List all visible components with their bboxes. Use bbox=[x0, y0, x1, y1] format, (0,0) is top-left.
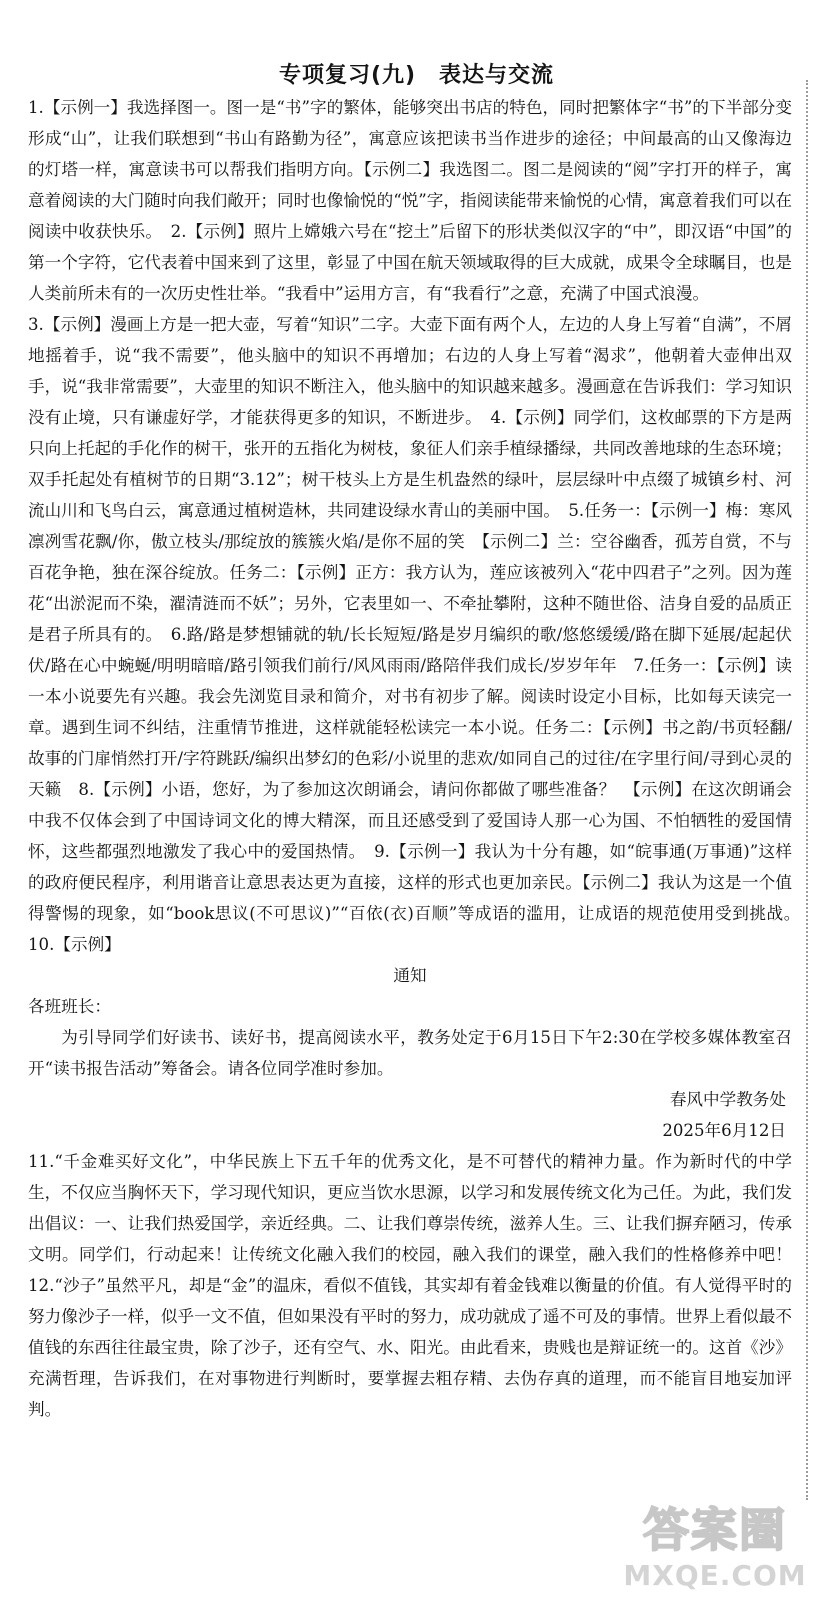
watermark-url: MXQE.COM bbox=[623, 1559, 807, 1592]
notice-signature: 春风中学教务处 bbox=[669, 1090, 786, 1109]
notice-body: 为引导同学们好读书、读好书，提高阅读水平，教务处定于6月15日下午2:30在学校多媒体教室召开“读书报告活动”筹备会。请各位同学准时参加。 bbox=[28, 1028, 792, 1078]
notice-title: 通知 bbox=[393, 966, 427, 985]
notice-salutation: 各班班长： bbox=[28, 997, 111, 1016]
answers-1-2: 1.【示例一】我选择图一。图一是“书”字的繁体，能够突出书店的特色，同时把繁体字“书”的下半部分变形成“山”，让我们联想到“书山有路勤为径”，寓意应该把读书当作进步的途径；中间最高的山又像海边的灯塔一样，寓意读书可以帮我们指明方向。【示例二】我选图二。图二是阅读的“阅”字打开的样子，寓意着阅读的大门随时向我们敞开；同时也像愉悦的“悦”字，指阅读能带来愉悦的心情，寓意着我们可以在阅读中收获快乐。 2.【示例】照片上嫦娥六号在“挖土”后留下的形状类似汉字的“中”，即汉语“中国”的第一个字符，它代表着中国来到了这里，彰显了中国在航天领域取得的巨大成就，成果令全球瞩目，也是人类前所未有的一次历史性壮举。“我看中”运用方言，有“我看行”之意，充满了中国式浪漫。 bbox=[28, 98, 792, 303]
page-title: 专项复习(九) 表达与交流 bbox=[278, 63, 555, 88]
answer-text-body bbox=[28, 92, 809, 1425]
notice-date: 2025年6月12日 bbox=[662, 1121, 786, 1140]
watermark-title: 答案圈 bbox=[643, 1503, 787, 1557]
answers-3-10: 3.【示例】漫画上方是一把大壶，写着“知识”二字。大壶下面有两个人，左边的人身上写着“自满”，不屑地摇着手，说“我不需要”，他头脑中的知识不再增加；右边的人身上写着“渴求”，他朝着大壶伸出双手，说“我非常需要”，大壶里的知识不断注入，他头脑中的知识越来越多。漫画意在告诉我们：学习知识没有止境，只有谦虚好学，才能获得更多的知识，不断进步。 4.【示例】同学们，这枚邮票的下方是两只向上托起的手化作的树干，张开的五指化为树枝，象征人们亲手植绿播绿，共同改善地球的生态环境；双手托起处有植树节的日期“3.12”；树干枝头上方是生机盎然的绿叶，层层绿叶中点缀了城镇乡村、河流山川和飞鸟白云，寓意通过植树造林，共同建设绿水青山的美丽中国。 5.任务一：【示例一】梅：寒风凛冽雪花飘/你，傲立枝头/那绽放的簇簇火焰/是你不屈的笑 【示例二】兰：空谷幽香，孤芳自赏，不与百花争艳，独在深谷绽放。任务二：【示例】正方：我方认为，莲应该被列入“花中四君子”之列。因为莲花“出淤泥而不染，濯清涟而不妖”；另外，它表里如一、不牵扯攀附，这种不随世俗、洁身自爱的品质正是君子所具有的。 6.路/路是梦想铺就的轨/长长短短/路是岁月编织的歌/悠悠缓缓/路在脚下延展/起起伏伏/路在心中蜿蜒/明明暗暗/路引领我们前行/风风雨雨/路陪伴我们成长/岁岁年年 7.任务一：【示例】读一本小说要先有兴趣。我会先浏览目录和简介，对书有初步了解。阅读时设定小目标，比如每天读完一章。遇到生词不纠结，注重情节推进，这样就能轻松读完一本小说。任务二：【示例】书之韵/书页轻翻/故事的门扉悄然打开/字符跳跃/编织出梦幻的色彩/小说里的悲欢/如同自己的过往/在字里行间/寻到心灵的天籁 8.【示例】小语，您好，为了参加这次朗诵会，请问你都做了哪些准备？ 【示例】在这次朗诵会中我不仅体会到了中国诗词文化的博大精深，而且还感受到了爱国诗人那一心为国、不怕牺牲的爱国情怀，这些都强烈地激发了我心中的爱国热情。 9.【示例一】我认为十分有趣，如“皖事通(万事通)”这样的政府便民程序，利用谐音让意思表达更为直接，这样的形式也更加亲民。【示例二】我认为这是一个值得警惕的现象，如“book思议(不可思议)”“百依(衣)百顺”等成语的滥用，让成语的规范使用受到挑战。 10.【示例】 bbox=[28, 315, 809, 954]
watermark-logo bbox=[610, 1502, 820, 1594]
answers-11-12: 11.“千金难买好文化”，中华民族上下五千年的优秀文化，是不可替代的精神力量。作为新时代的中学生，不仅应当胸怀天下，学习现代知识，更应当饮水思源，以学习和发展传统文化为己任。为此，我们发出倡议：一、让我们热爱国学，亲近经典。二、让我们尊崇传统，滋养人生。三、让我们摒弃陋习，传承文明。同学们，行动起来！让传统文化融入我们的校园，融入我们的课堂，融入我们的性格修养中吧！ 12.“沙子”虽然平凡，却是“金”的温床，看似不值钱，其实却有着金钱难以衡量的价值。有人觉得平时的努力像沙子一样，似乎一文不值，但如果没有平时的努力，成功就成了遥不可及的事情。世界上看似最不值钱的东西往往最宝贵，除了沙子，还有空气、水、阳光。由此看来，贵贱也是辩证统一的。这首《沙》充满哲理，告诉我们，在对事物进行判断时，要掌握去粗存精、去伪存真的道理，而不能盲目地妄加评判。 bbox=[28, 1152, 809, 1419]
binding-margin-rule bbox=[806, 80, 808, 1500]
